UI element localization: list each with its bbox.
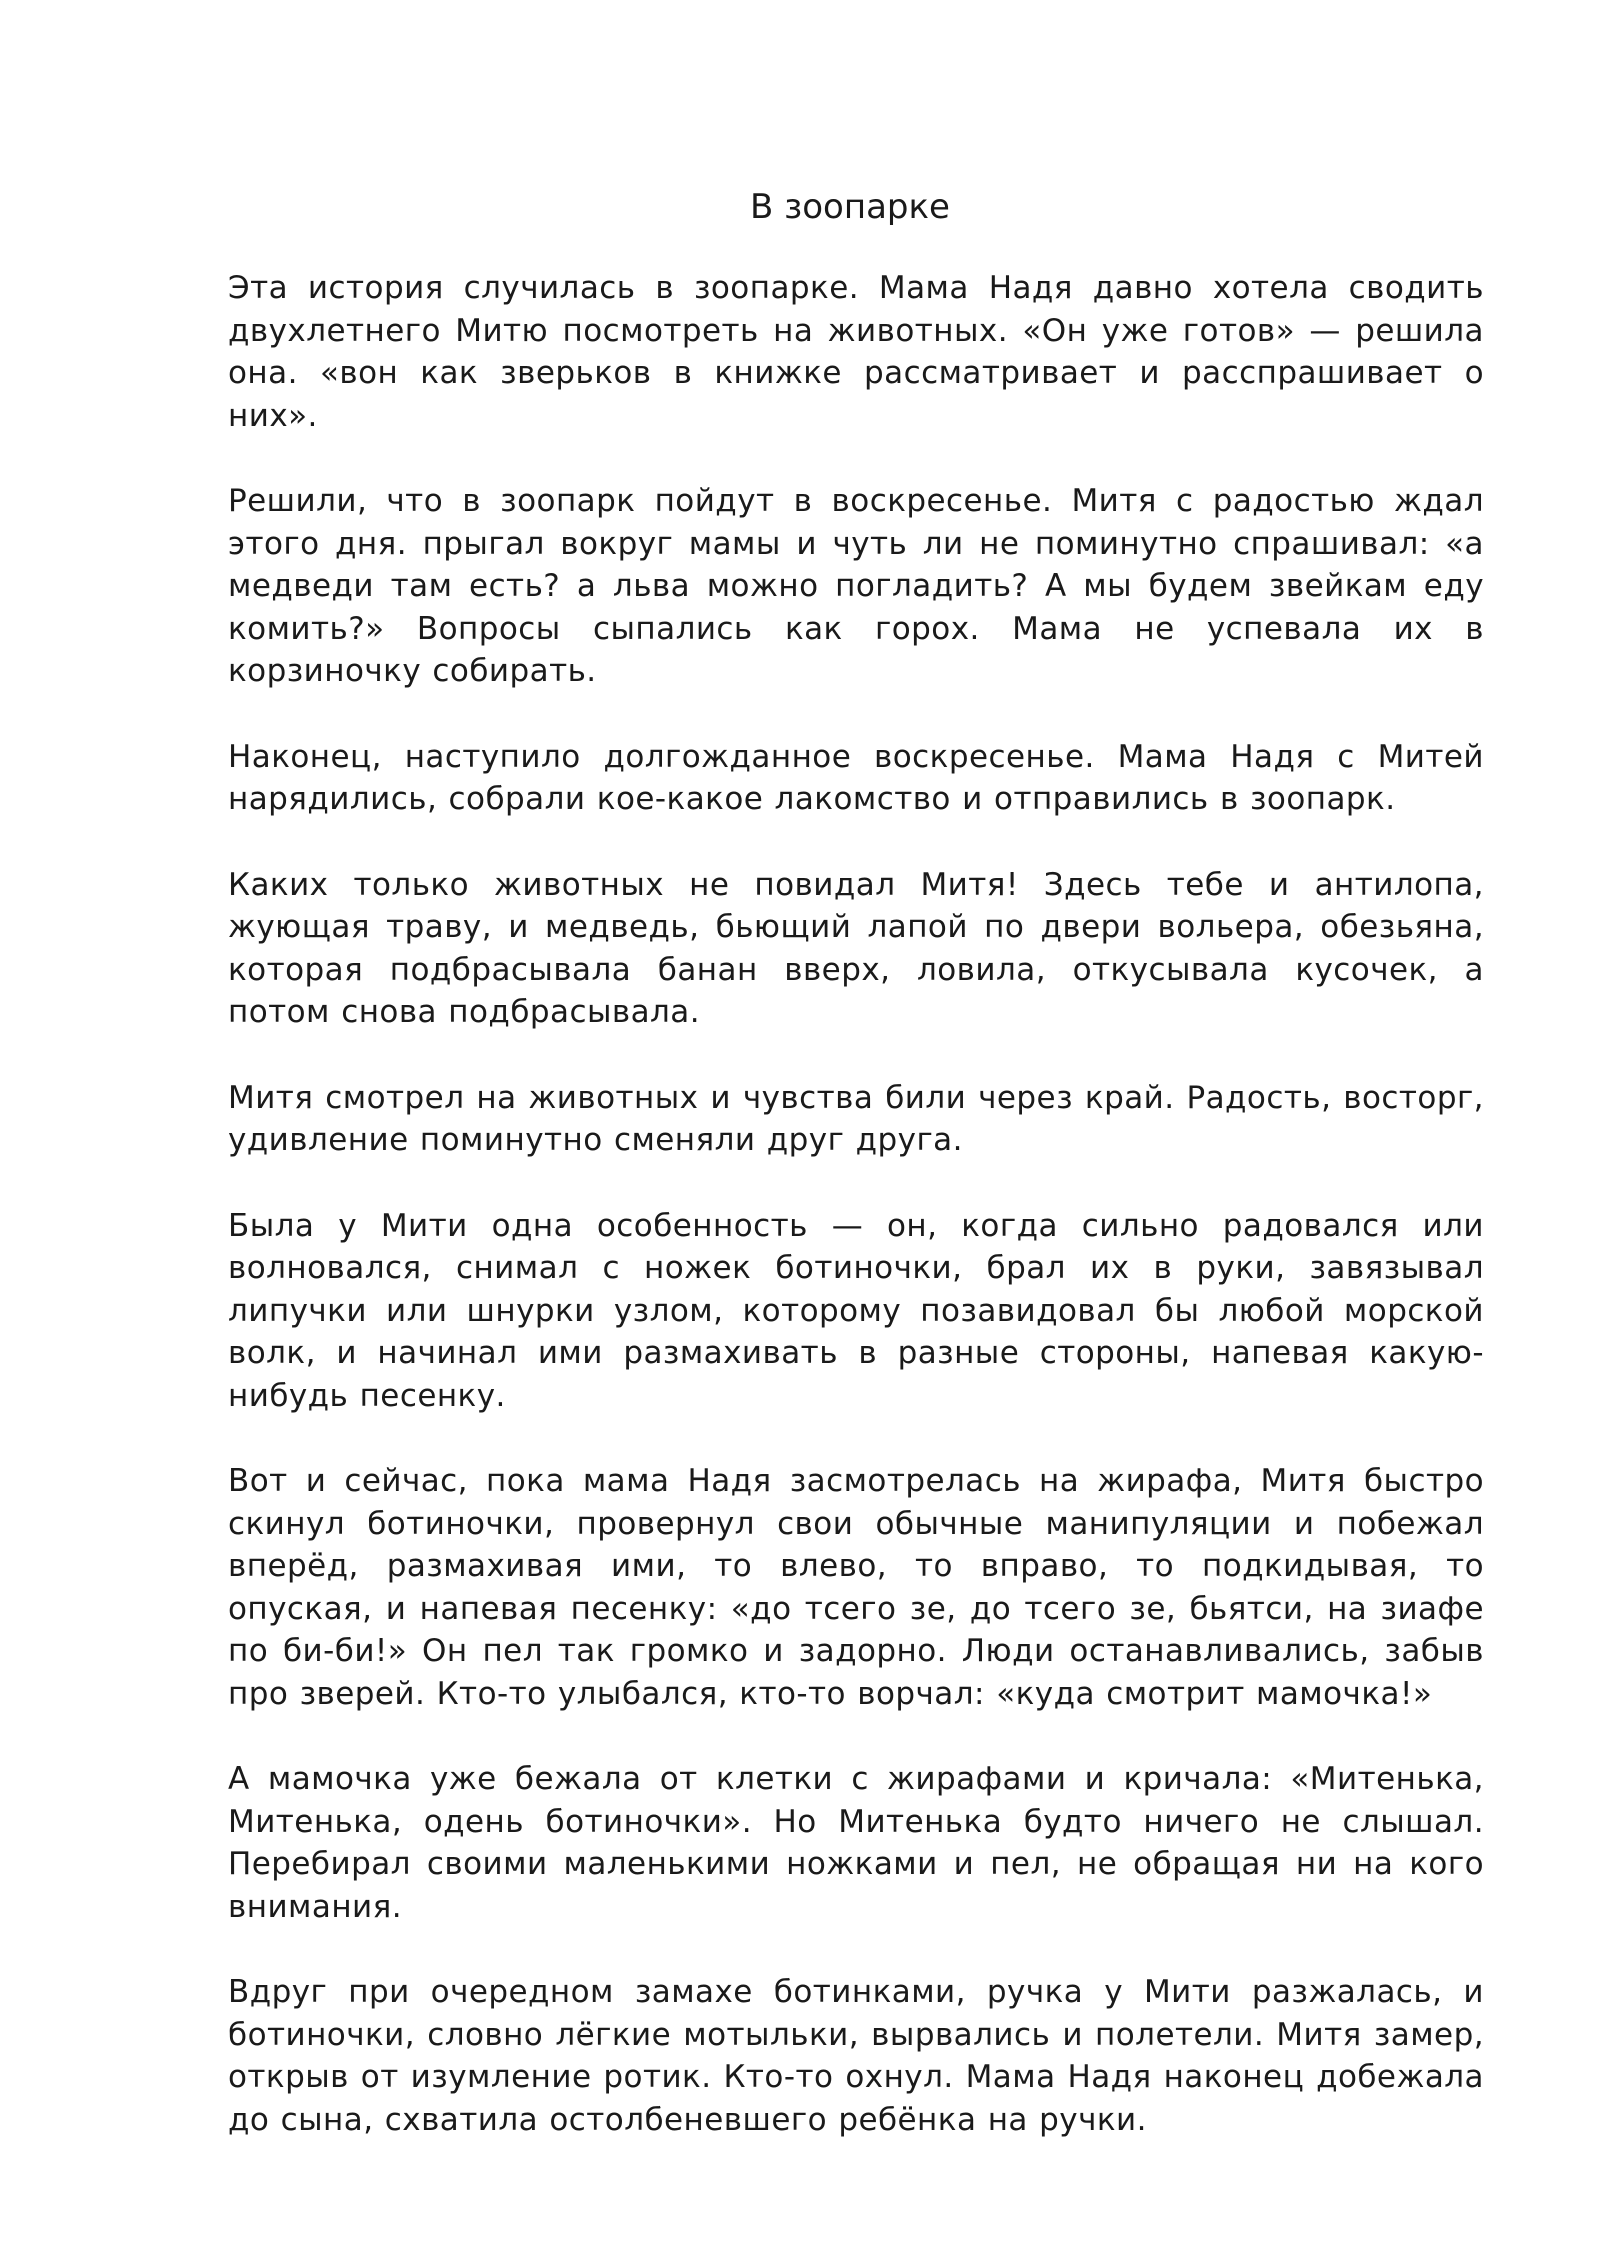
paragraph: Митя смотрел на животных и чувства били через край. Радость, восторг, удивление поминутно сменяли друг друга. (228, 1079, 1484, 1158)
document-title: В зоопарке (750, 187, 950, 227)
paragraph: Вот и сейчас, пока мама Надя засмотрелась на жирафа, Митя быстро скинул ботиночки, провернул свои обычные манипуляции и побежал вперёд, размахивая ими, то влево, то вправо, то подкидывая, то опуская, и напевая песенку: «до тсего зе, до тсего зе, бьятси, на зиафе по би-би!» Он пел так громко и задорно. Люди останавливались, забыв про зверей. Кто-то улыбался, кто-то ворчал: «куда смотрит мамочка!» (228, 1463, 1484, 1712)
paragraph: Была у Мити одна особенность — он, когда сильно радовался или волновался, снимал с ножек ботиночки, брал их в руки, завязывал липучки или шнурки узлом, которому позавидовал бы любой морской волк, и начинал ими размахивать в разные стороны, напевая какую-нибудь песенку. (228, 1207, 1484, 1414)
paragraph: Вдруг при очередном замахе ботинками, ручка у Мити разжалась, и ботиночки, словно лёгкие мотыльки, вырвались и полетели. Митя замер, открыв от изумление ротик. Кто-то охнул. Мама Надя наконец добежала до сына, схватила остолбеневшего ребёнка на ручки. (228, 1974, 1484, 2138)
document-body (228, 267, 1484, 2184)
paragraph: А мамочка уже бежала от клетки с жирафами и кричала: «Митенька, Митенька, одень ботиночки». Но Митенька будто ничего не слышал. Перебирал своими маленькими ножками и пел, не обращая ни на кого внимания. (228, 1761, 1484, 1925)
paragraph: Решили, что в зоопарк пойдут в воскресенье. Митя с радостью ждал этого дня. прыгал вокруг мамы и чуть ли не поминутно спрашивал: «а медведи там есть? а льва можно погладить? А мы будем звейкам еду комить?» Вопросы сыпались как горох. Мама не успевала их в корзиночку собирать. (228, 483, 1484, 689)
paragraph: Эта история случилась в зоопарке. Мама Надя давно хотела сводить двухлетнего Митю посмотреть на животных. «Он уже готов» — решила она. «вон как зверьков в книжке рассматривает и расспрашивает о них». (228, 270, 1484, 434)
paragraph: Наконец, наступило долгожданное воскресенье. Мама Надя с Митей нарядились, собрали кое-какое лакомство и отправились в зоопарк. (228, 738, 1484, 817)
paragraph: Каких только животных не повидал Митя! Здесь тебе и антилопа, жующая траву, и медведь, бьющий лапой по двери вольера, обезьяна, которая подбрасывала банан вверх, ловила, откусывала кусочек, а потом снова подбрасывала. (228, 866, 1484, 1030)
